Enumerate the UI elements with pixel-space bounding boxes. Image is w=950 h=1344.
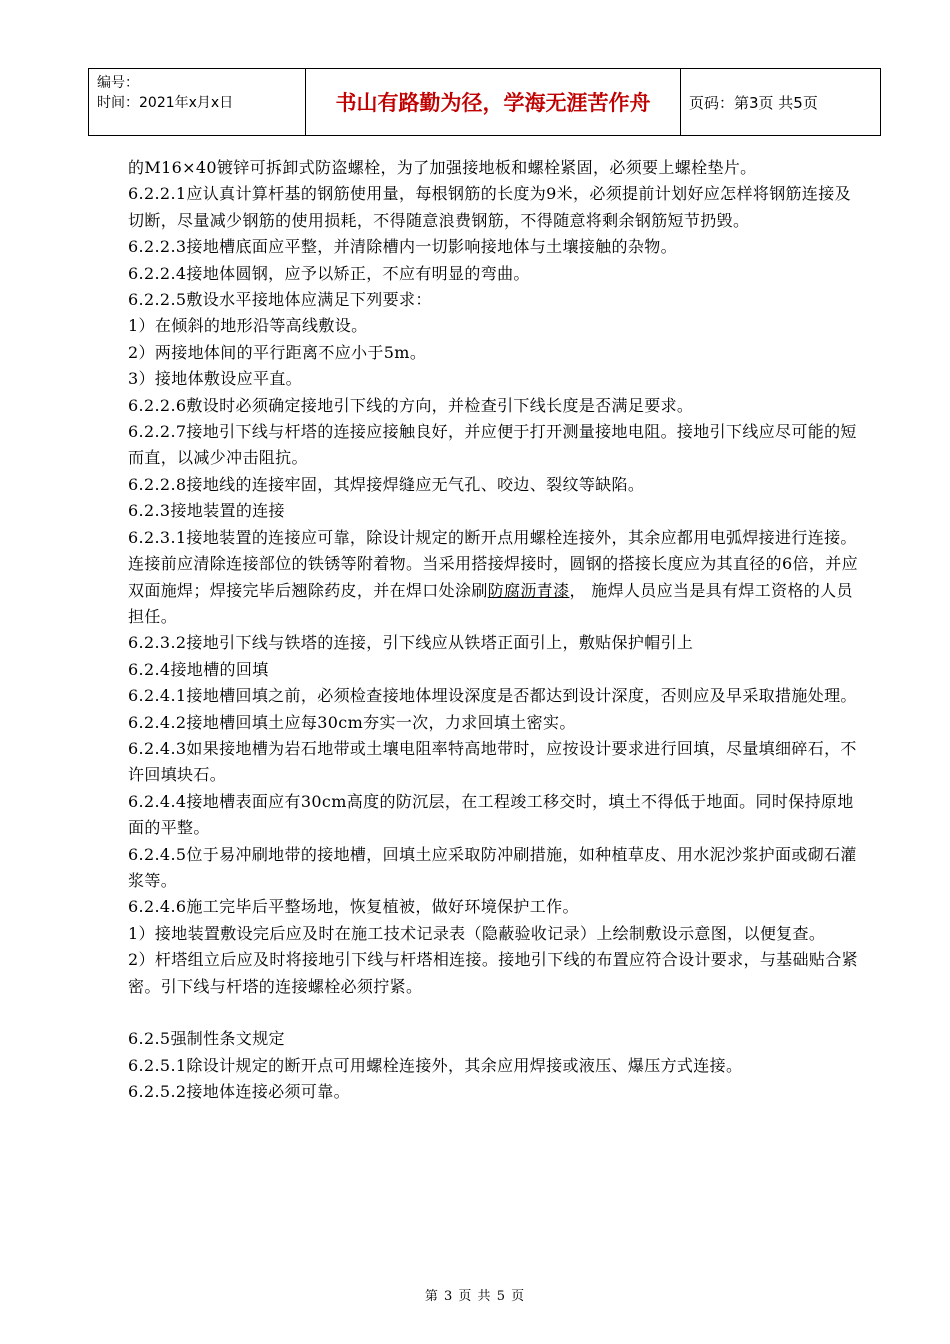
paragraph: 6.2.5.1除设计规定的断开点可用螺栓连接外，其余应用焊接或液压、爆压方式连接。 [128, 1055, 743, 1075]
paragraph: 6.2.3.2接地引下线与铁塔的连接，引下线应从铁塔正面引上，敷贴保护帽引上 [128, 633, 694, 653]
paragraph: 6.2.2.3接地槽底面应平整，并清除槽内一切影响接地体与土壤接触的杂物。 [128, 237, 677, 257]
header-motto: 书山有路勤为径，学海无涯苦作舟 [306, 69, 681, 136]
paragraph-text: ， 施焊人员应当是具有焊工资格的人员担任。 [128, 580, 853, 626]
list-item: 2）杆塔组立后应及时将接地引下线与杆塔相连接。接地引下线的布置应符合设计要求，与基础贴合紧密。引下线与杆塔的连接螺栓必须拧紧。 [128, 950, 858, 996]
paragraph: 6.2.4.4接地槽表面应有30cm高度的防沉层，在工程竣工移交时，填土不得低于地面。同时保持原地面的平整。 [128, 791, 854, 838]
paragraph: 的M16×40镀锌可拆卸式防盗螺栓，为了加强接地板和螺栓紧固，必须要上螺栓垫片。 [128, 158, 757, 177]
paragraph: 6.2.2.4接地体圆钢，应予以矫正，不应有明显的弯曲。 [128, 263, 530, 283]
list-item: 1）接地装置敷设完后应及时在施工技术记录表（隐蔽验收记录）上绘制敷设示意图，以便复查。 [128, 923, 826, 943]
paragraph-text: 6.2.3.1接地装置的连接应可靠，除设计规定的断开点用螺栓连接外，其余应都用电弧焊接进行连接。连接前应清除连接部位的铁锈等附着物。当采用搭接焊接时，圆钢的搭接长度应为其直径的6倍，并应双面施焊；焊接完毕后翘除药皮，并在焊口处涂刷 [128, 527, 858, 600]
section-heading: 6.2.4接地槽的回填 [128, 659, 269, 679]
paragraph: 6.2.4.1接地槽回填之前，必须检查接地体埋设深度是否都达到设计深度，否则应及早采取措施处理。 [128, 686, 857, 706]
document-body [128, 155, 858, 1106]
header-page-info: 页码：第3页 共5页 [681, 69, 881, 136]
paragraph: 6.2.2.8接地线的连接牢固，其焊接焊缝应无气孔、咬边、裂纹等缺陷。 [128, 474, 645, 494]
paragraph: 6.2.2.1应认真计算杆基的钢筋使用量，每根钢筋的长度为9米，必须提前计划好应怎样将钢筋连接及切断，尽量减少钢筋的使用损耗，不得随意浪费钢筋，不得随意将剩余钢筋短节扔毁。 [128, 184, 851, 230]
paragraph: 6.2.4.6施工完毕后平整场地，恢复植被，做好环境保护工作。 [128, 897, 579, 917]
section-heading: 6.2.5强制性条文规定 [128, 1029, 285, 1049]
document-time-label: 时间：2021年x月x日 [97, 95, 234, 111]
list-item: 1）在倾斜的地形沿等高线敷设。 [128, 316, 368, 336]
header-meta [89, 69, 306, 136]
paragraph: 6.2.4.3如果接地槽为岩石地带或土壤电阻率特高地带时，应按设计要求进行回填，尽量填细碎石，不许回填块石。 [128, 738, 857, 785]
section-heading: 6.2.3接地装置的连接 [128, 501, 285, 521]
paragraph: 6.2.2.7接地引下线与杆塔的连接应接触良好，并应便于打开测量接地电阻。接地引下线应尽可能的短而直，以减少冲击阻抗。 [128, 422, 857, 468]
list-item: 3）接地体敷设应平直。 [128, 369, 303, 389]
paragraph: 6.2.5.2接地体连接必须可靠。 [128, 1082, 350, 1102]
document-number-label: 编号： [97, 75, 139, 91]
paragraph-6231 [128, 525, 858, 631]
underlined-term: 防腐沥青漆 [487, 580, 570, 600]
paragraph: 6.2.4.5位于易冲刷地带的接地槽，回填土应采取防冲刷措施，如种植草皮、用水泥沙浆护面或砌石灌浆等。 [128, 844, 857, 890]
blank-line [128, 1000, 858, 1026]
document-header [88, 68, 881, 136]
paragraph: 6.2.2.6敷设时必须确定接地引下线的方向，并检查引下线长度是否满足要求。 [128, 395, 694, 415]
paragraph: 6.2.2.5敷设水平接地体应满足下列要求： [128, 290, 432, 310]
list-item: 2）两接地体间的平行距离不应小于5m。 [128, 342, 427, 362]
paragraph: 6.2.4.2接地槽回填土应每30cm夯实一次，力求回填土密实。 [128, 712, 576, 732]
page-footer: 第 3 页 共 5 页 [424, 1289, 526, 1304]
